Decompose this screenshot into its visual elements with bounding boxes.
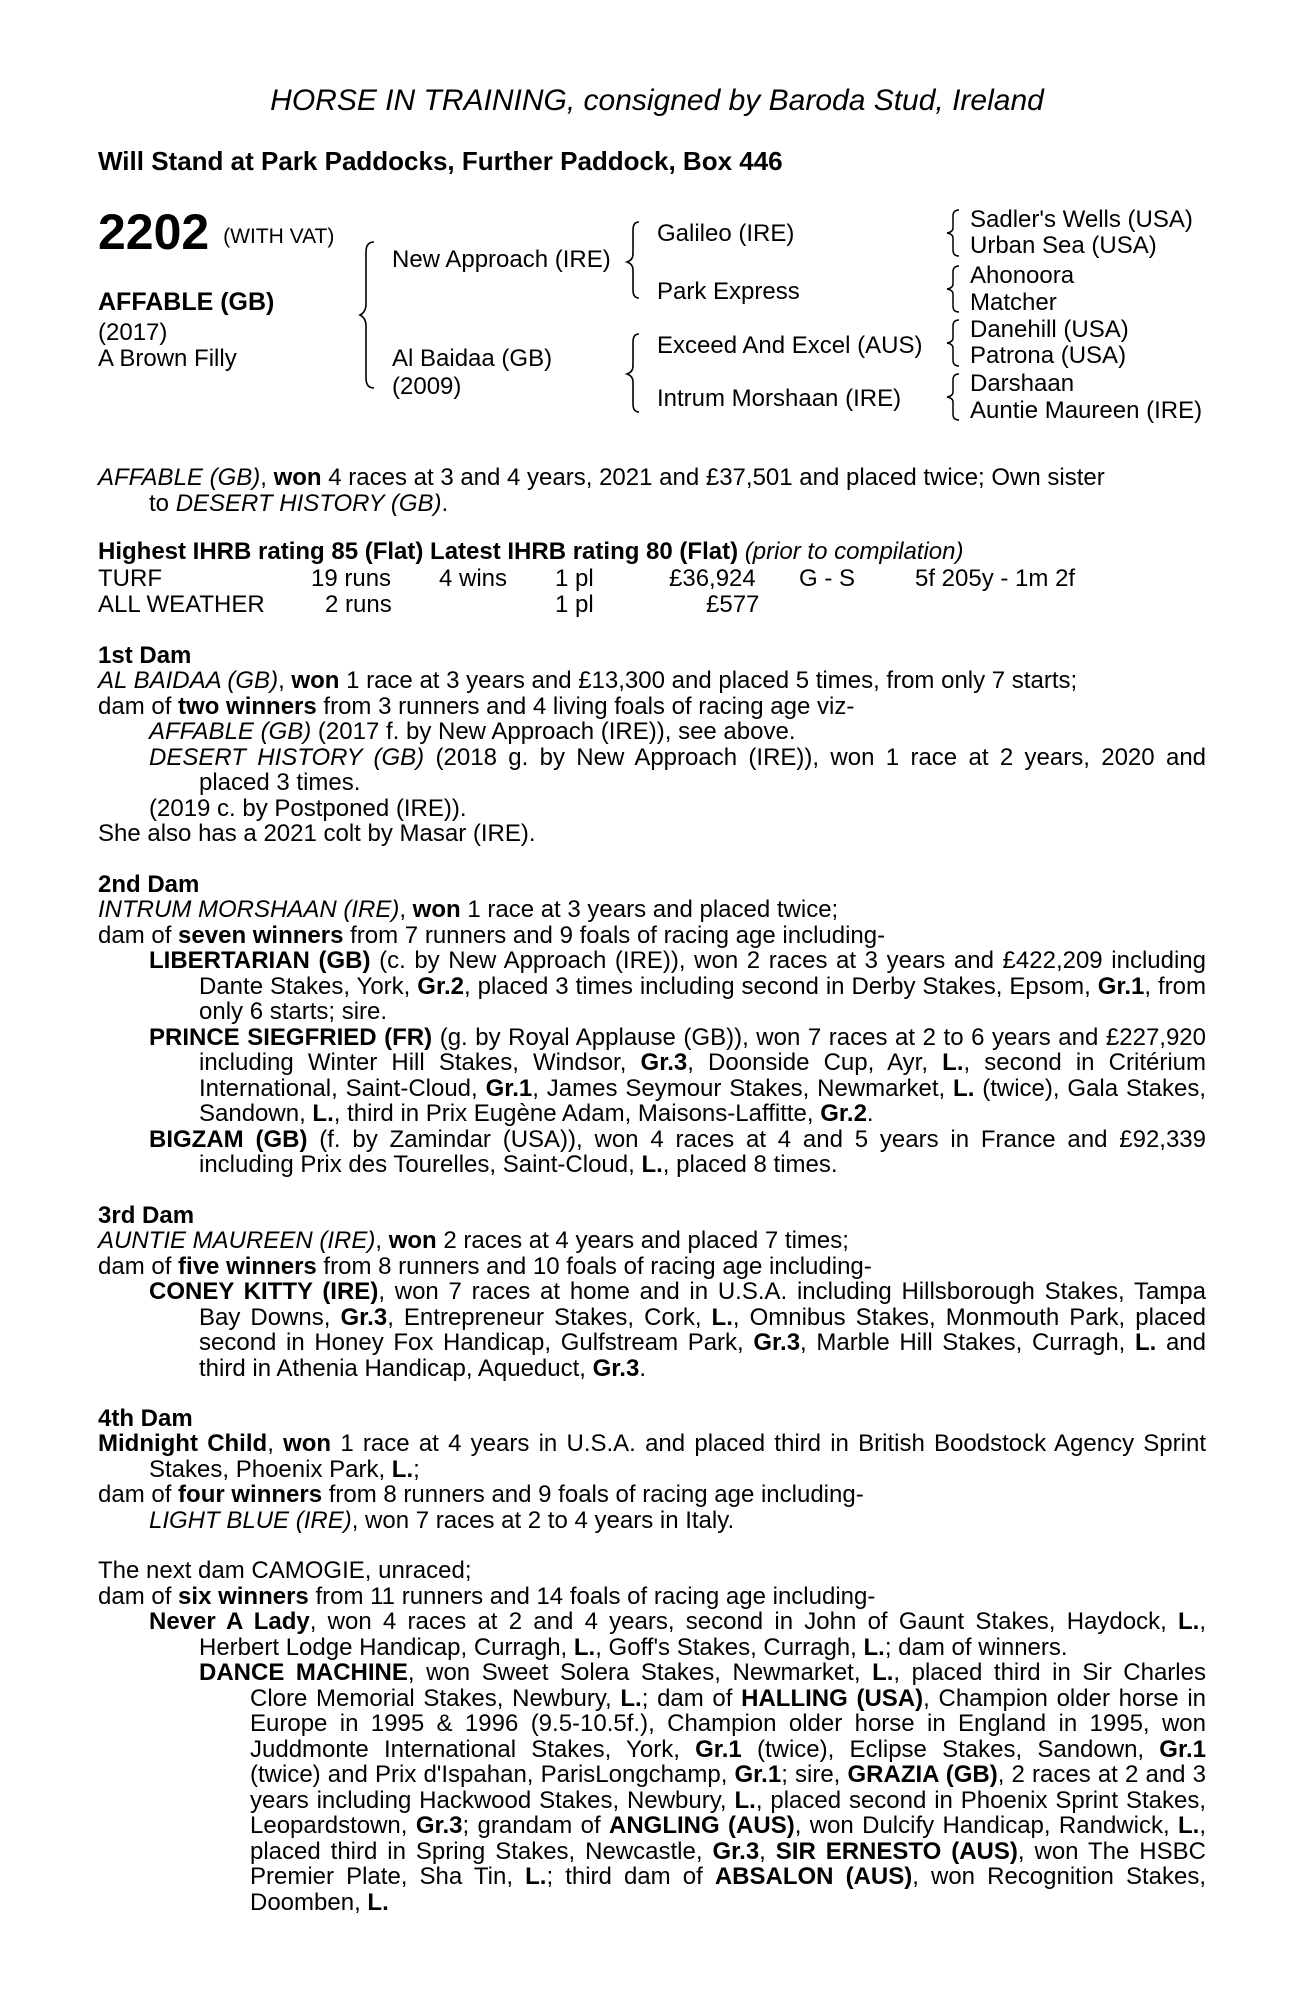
bracket-gg-1 [947, 208, 967, 258]
pedigree-sire: New Approach (IRE) [392, 246, 611, 273]
pedigree-gg-2: Urban Sea (USA) [970, 232, 1157, 259]
pedigree-dam-dam: Intrum Morshaan (IRE) [657, 385, 902, 412]
dam1-heading: 1st Dam [98, 642, 192, 669]
vat-note: (WITH VAT) [223, 225, 335, 248]
dam2-heading: 2nd Dam [98, 871, 200, 898]
lot-number-value: 2202 [98, 204, 210, 260]
pedigree-gg-1: Sadler's Wells (USA) [970, 206, 1193, 233]
dam3-paragraph: AUNTIE MAUREEN (IRE), won 2 races at 4 years and placed 7 times; dam of five winners from 8 runners and 10 foals of racing age including- CONEY KITTY (IRE), won 7 races at home and in U.S.A. including Hillsborough Stakes, Tampa Bay Downs, Gr.3, Entrepreneur Stakes, Cork, L., Omnibus Stakes, Monmouth Park, placed second in Honey Fox Handicap, Gulfstream Park, Gr.3, Marble Hill Stakes, Curragh, L. and third in Athenia Handicap, Aqueduct, Gr.3. [98, 1227, 1207, 1382]
bracket-gen1 [360, 240, 390, 390]
pedigree-dam-year: (2009) [392, 373, 462, 400]
dam1-paragraph: AL BAIDAA (GB), won 1 race at 3 years and £13,300 and placed 5 times, from only 7 starts; dam of two winners from 3 runners and 4 living foals of racing age viz- AFFABLE (GB) (2017 f. by New Approach (IRE)), see above. DESERT HISTORY (GB) (2018 g. by New Approach (IRE)), won 1 race at 2 years, 2020 and placed 3 times. (2019 c. by Postponed (IRE)). She also has a 2021 colt by Masar (IRE). [98, 667, 1207, 847]
pedigree-gg-5: Danehill (USA) [970, 316, 1129, 343]
pedigree-gg-6: Patrona (USA) [970, 342, 1127, 369]
pedigree-sire-dam: Park Express [657, 278, 800, 305]
summary-paragraph: AFFABLE (GB), won 4 races at 3 and 4 years, 2021 and £37,501 and placed twice; Own sister to DESERT HISTORY (GB). [98, 464, 1105, 517]
ratings-heading: Highest IHRB rating 85 (Flat) Latest IHRB rating 80 (Flat) (prior to compilation) [98, 538, 964, 565]
horse-description: A Brown Filly [98, 345, 237, 372]
dam4-paragraph: Midnight Child, won 1 race at 4 years in U.S.A. and placed third in British Boodstock Agency Sprint Stakes, Phoenix Park, L.; dam of four winners from 8 runners and 9 foals of racing age including- LIGHT BLUE (IRE), won 7 races at 2 to 4 years in Italy. [98, 1430, 1206, 1534]
summary-sister: DESERT HISTORY (GB) [175, 489, 442, 517]
dam4-heading: 4th Dam [98, 1405, 193, 1432]
bracket-gg-3 [947, 318, 967, 368]
pedigree-dam-sire: Exceed And Excel (AUS) [657, 332, 923, 359]
stand-location: Will Stand at Park Paddocks, Further Paddock, Box 446 [98, 146, 783, 176]
lot-number [98, 204, 334, 265]
dam3-heading: 3rd Dam [98, 1202, 195, 1229]
page-title: HORSE IN TRAINING, consigned by Baroda Stud, Ireland [270, 84, 1044, 117]
bracket-dam [627, 332, 647, 414]
summary-horse-name: AFFABLE (GB) [98, 464, 261, 491]
catalogue-page: HORSE IN TRAINING, consigned by Baroda Stud, Ireland Will Stand at Park Paddocks, Further Paddock, Box 446 2202 (WITH VAT) AFFABLE (GB) (2017) A Brown Filly New Approach (IRE) Al Baidaa (GB) (2009) Galileo (IRE) Park Express Exceed And Excel (AUS) Intrum Morshaan (IRE) Sadler's Wells (USA) Urban Sea (USA) Ahonoora Matcher Danehill (USA) Patrona (USA) Darshaan Auntie Maureen (IRE) AFFABLE (GB), won 4 races at 3 and 4 years, 2021 and £37,501 and placed twice; Own sister to DESERT HISTORY (GB). Highest IHRB rating 85 (Flat) Latest IHRB rating 80 (Flat) (prior to compilation) TURF 19 runs 4 wins 1 pl £36,924 G - S 5f 205y - 1m 2f ALL WEATHER 2 runs 1 pl £577 1st Dam AL BAIDAA (GB), won 1 race at 3 years and £13,300 and placed 5 times, from only 7 starts; dam of two winners from 3 runners and 4 living foals of racing age viz- AFFABLE (GB) (2017 f. by New Approach (IRE)), see above. DESERT HISTORY (GB) (2018 g. by New Approach (IRE)), won 1 race at 2 years, 2020 and placed 3 times. (2019 c. by Postponed (IRE)). She also has a 2021 colt by Masar (IRE). 2nd Dam INTRUM MORSHAAN (IRE), won 1 race at 3 years and placed twice; dam of seven winners from 7 runners and 9 foals of racing age including- LIBERTARIAN (GB) (c. by New Approach (IRE)), won 2 races at 3 years and £422,209 including Dante Stakes, York, Gr.2, placed 3 times including second in Derby Stakes, Epsom, Gr.1, from only 6 starts; sire. PRINCE SIEGFRIED (FR) (g. by Royal Applause (GB)), won 7 races at 2 to 6 years and £227,920 including Winter Hill Stakes, Windsor, Gr.3, Doonside Cup, Ayr, L., second in Critérium International, Saint-Cloud, Gr.1, James Seymour Stakes, Newmarket, L. (twice), Gala Stakes, Sandown, L., third in Prix Eugène Adam, Maisons-Laffitte, Gr.2. BIGZAM (GB) (f. by Zamindar (USA)), won 4 races at 4 and 5 years in France and £92,339 including Prix des Tourelles, Saint-Cloud, L., placed 8 times. 3rd Dam AUNTIE MAUREEN (IRE), won 2 races at 4 years and placed 7 times; dam of five winners from 8 runners and 10 foals of racing age including- CONEY KITTY (IRE), won 7 races at home and in U.S.A. including Hillsborough Stakes, Tampa Bay Downs, Gr.3, Entrepreneur Stakes, Cork, L., Omnibus Stakes, Monmouth Park, placed second in Honey Fox Handicap, Gulfstream Park, Gr.3, Marble Hill Stakes, Curragh, L. and third in Athenia Handicap, Aqueduct, Gr.3. 4th Dam Midnight Child, won 1 race at 4 years in U.S.A. and placed third in British Boodstock Agency Sprint Stakes, Phoenix Park, L.; dam of four winners from 8 runners and 9 foals of racing age including- LIGHT BLUE (IRE), won 7 races at 2 to 4 years in Italy. The next dam CAMOGIE, unraced; dam of six winners from 11 runners and 14 foals of racing age including- Never A Lady, won 4 races at 2 and 4 years, second in John of Gaunt Stakes, Haydock, L., Herbert Lodge Handicap, Curragh, L., Goff's Stakes, Curragh, L.; dam of winners. DANCE MACHINE, won Sweet Solera Stakes, Newmarket, L., placed third in Sir Charles Clore Memorial Stakes, Newbury, L.; dam of HALLING (USA), Champion older horse in Europe in 1995 & 1996 (9.5-10.5f.), Champion older horse in England in 1995, won Juddmonte International Stakes, York, Gr.1 (twice), Eclipse Stakes, Sandown, Gr.1 (twice) and Prix d'Ispahan, ParisLongchamp, Gr.1; sire, GRAZIA (GB), 2 races at 2 and 3 years including Hackwood Stakes, Newbury, L., placed second in Phoenix Sprint Stakes, Leopardstown, Gr.3; grandam of ANGLING (AUS), won Dulcify Handicap, Randwick, L., placed third in Spring Stakes, Newcastle, Gr.3, SIR ERNESTO (AUS), won The HSBC Premier Plate, Sha Tin, L.; third dam of ABSALON (AUS), won Recognition Stakes, Doomben, L. [0, 0, 1314, 2000]
pedigree-gg-3: Ahonoora [970, 262, 1075, 289]
pedigree-gg-4: Matcher [970, 289, 1057, 316]
bracket-sire [627, 220, 647, 300]
pedigree-sire-sire: Galileo (IRE) [657, 220, 795, 247]
pedigree-gg-7: Darshaan [970, 370, 1075, 397]
bracket-gg-4 [947, 372, 967, 422]
dam5-paragraph: The next dam CAMOGIE, unraced; dam of six winners from 11 runners and 14 foals of racing age including- Never A Lady, won 4 races at 2 and 4 years, second in John of Gaunt Stakes, Haydock, L., Herbert Lodge Handicap, Curragh, L., Goff's Stakes, Curragh, L.; dam of winners. DANCE MACHINE, won Sweet Solera Stakes, Newmarket, L., placed third in Sir Charles Clore Memorial Stakes, Newbury, L.; dam of HALLING (USA), Champion older horse in Europe in 1995 & 1996 (9.5-10.5f.), Champion older horse in England in 1995, won Juddmonte International Stakes, York, Gr.1 (twice), Eclipse Stakes, Sandown, Gr.1 (twice) and Prix d'Ispahan, ParisLongchamp, Gr.1; sire, GRAZIA (GB), 2 races at 2 and 3 years including Hackwood Stakes, Newbury, L., placed second in Phoenix Sprint Stakes, Leopardstown, Gr.3; grandam of ANGLING (AUS), won Dulcify Handicap, Randwick, L., placed third in Spring Stakes, Newcastle, Gr.3, SIR ERNESTO (AUS), won The HSBC Premier Plate, Sha Tin, L.; third dam of ABSALON (AUS), won Recognition Stakes, Doomben, L. [98, 1557, 1207, 1916]
pedigree-dam: Al Baidaa (GB) [392, 345, 553, 372]
dam2-paragraph: INTRUM MORSHAAN (IRE), won 1 race at 3 years and placed twice; dam of seven winners from 7 runners and 9 foals of racing age including- LIBERTARIAN (GB) (c. by New Approach (IRE)), won 2 races at 3 years and £422,209 including Dante Stakes, York, Gr.2, placed 3 times including second in Derby Stakes, Epsom, Gr.1, from only 6 starts; sire. PRINCE SIEGFRIED (FR) (g. by Royal Applause (GB)), won 7 races at 2 to 6 years and £227,920 including Winter Hill Stakes, Windsor, Gr.3, Doonside Cup, Ayr, L., second in Critérium International, Saint-Cloud, Gr.1, James Seymour Stakes, Newmarket, L. (twice), Gala Stakes, Sandown, L., third in Prix Eugène Adam, Maisons-Laffitte, Gr.2. BIGZAM (GB) (f. by Zamindar (USA)), won 4 races at 4 and 5 years in France and £92,339 including Prix des Tourelles, Saint-Cloud, L., placed 8 times. [98, 896, 1207, 1178]
horse-name: AFFABLE (GB) [98, 288, 275, 316]
horse-year: (2017) [98, 319, 168, 346]
pedigree-gg-8: Auntie Maureen (IRE) [970, 397, 1203, 424]
bracket-gg-2 [947, 264, 967, 314]
